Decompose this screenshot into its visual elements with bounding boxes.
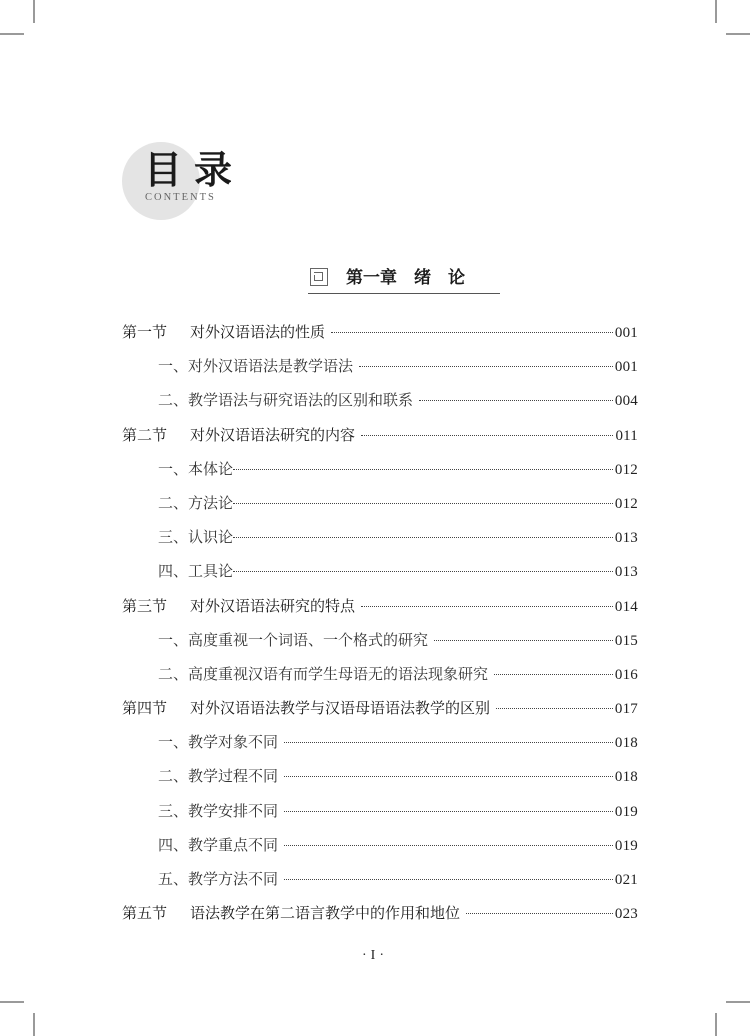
dot-leader: [284, 776, 613, 777]
toc-page-number: 019: [614, 803, 638, 820]
dot-leader: [233, 503, 613, 504]
toc-section-3[interactable]: [122, 592, 638, 626]
toc-entry-title: 二、方法论: [158, 493, 234, 512]
toc-section-1[interactable]: [122, 318, 638, 352]
dot-leader: [233, 537, 613, 538]
toc-entry-title: 四、工具论: [158, 562, 234, 581]
dot-leader: [434, 640, 613, 641]
spiral-square-icon: [310, 268, 328, 286]
toc-entry-title: 五、教学方法不同: [158, 870, 279, 888]
toc-entry-title: 四、教学重点不同: [158, 835, 279, 854]
dot-leader: [361, 606, 613, 607]
toc-page-number: 001: [614, 359, 638, 376]
toc-subsection[interactable]: [122, 865, 638, 899]
dot-leader: [331, 332, 613, 333]
toc-subsection[interactable]: [122, 352, 638, 386]
toc-page-number: 018: [614, 735, 638, 752]
toc-entry-title: 对外汉语语法的性质: [190, 323, 326, 341]
dot-leader: [419, 400, 613, 401]
dot-leader: [284, 879, 613, 880]
toc-page-number: 015: [614, 632, 638, 649]
toc-entry-title: 对外汉语语法教学与汉语母语语法教学的区别: [190, 699, 491, 718]
toc-page-number: 019: [614, 837, 638, 854]
toc-entry-title: 一、对外汉语语法是教学语法: [158, 357, 354, 376]
toc-subsection[interactable]: [122, 797, 638, 831]
toc-section-4[interactable]: [122, 694, 638, 728]
dot-leader: [233, 571, 613, 572]
toc-subsection[interactable]: [122, 455, 638, 489]
toc-subsection[interactable]: [122, 660, 638, 694]
toc-page-number: 001: [614, 325, 638, 341]
toc-subsection[interactable]: [122, 386, 638, 420]
section-number: 第二节: [122, 425, 168, 444]
toc-entry-title: 对外汉语语法研究的内容: [190, 425, 356, 444]
toc-page-number: 011: [615, 427, 638, 444]
crop-mark-top-left-horizontal: [0, 33, 24, 35]
crop-mark-top-left-vertical: [33, 0, 35, 23]
crop-mark-bottom-right-vertical: [715, 1013, 717, 1036]
toc-entry-title: 三、教学安排不同: [158, 801, 279, 820]
toc-page-number: 012: [614, 461, 638, 478]
page-number: ·I·: [362, 948, 388, 963]
dot-leader: [361, 435, 613, 436]
toc-page-number: 017: [614, 701, 638, 718]
crop-mark-top-right-vertical: [715, 0, 717, 23]
toc-entry-title: 二、高度重视汉语有而学生母语无的语法现象研究: [158, 664, 489, 683]
contents-title-block: [118, 138, 258, 228]
toc-subsection[interactable]: [122, 557, 638, 591]
crop-mark-top-right-horizontal: [726, 33, 750, 35]
dot-leader: [359, 366, 613, 367]
toc-section-5[interactable]: [122, 899, 638, 933]
toc-section-2[interactable]: [122, 421, 638, 455]
toc-entry-title: 一、高度重视一个词语、一个格式的研究: [158, 630, 429, 649]
toc-entry-title: 一、教学对象不同: [158, 733, 279, 752]
section-number: 第一节: [122, 323, 168, 341]
toc-page-number: 004: [614, 393, 638, 410]
dot-leader: [494, 674, 613, 675]
dot-leader: [284, 845, 613, 846]
page-title: 目录: [144, 147, 245, 192]
toc-subsection[interactable]: [122, 762, 638, 796]
toc-subsection[interactable]: [122, 489, 638, 523]
toc-entry-title: 一、本体论: [158, 459, 234, 478]
toc-page-number: 013: [614, 564, 638, 581]
section-number: 第三节: [122, 596, 168, 615]
crop-mark-bottom-left-horizontal: [0, 1001, 24, 1003]
toc-page-number: 021: [614, 872, 638, 888]
chapter-title: 第一章 绪 论: [346, 268, 465, 288]
toc-subsection[interactable]: [122, 831, 638, 865]
section-number: 第五节: [122, 904, 168, 923]
crop-mark-bottom-right-horizontal: [726, 1001, 750, 1003]
table-of-contents: [122, 318, 638, 933]
toc-page-number: 016: [614, 666, 638, 683]
toc-entry-title: 二、教学语法与研究语法的区别和联系: [158, 391, 414, 410]
dot-leader: [466, 913, 613, 914]
toc-page-number: 018: [614, 769, 638, 786]
dot-leader: [284, 811, 613, 812]
toc-page-number: 023: [614, 906, 638, 923]
chapter-heading: [308, 266, 500, 294]
toc-page-number: 014: [614, 598, 638, 615]
toc-entry-title: 语法教学在第二语言教学中的作用和地位: [190, 904, 461, 923]
toc-page-number: 012: [614, 495, 638, 512]
toc-subsection[interactable]: [122, 626, 638, 660]
toc-subsection[interactable]: [122, 523, 638, 557]
toc-page-number: 013: [614, 530, 638, 547]
dot-leader: [233, 469, 613, 470]
section-number: 第四节: [122, 699, 168, 718]
toc-entry-title: 对外汉语语法研究的特点: [190, 596, 356, 615]
toc-subsection[interactable]: [122, 728, 638, 762]
toc-entry-title: 三、认识论: [158, 528, 234, 547]
dot-leader: [284, 742, 613, 743]
toc-entry-title: 二、教学过程不同: [158, 767, 279, 786]
dot-leader: [496, 708, 613, 709]
page-subtitle: CONTENTS: [145, 192, 216, 203]
crop-mark-bottom-left-vertical: [33, 1013, 35, 1036]
